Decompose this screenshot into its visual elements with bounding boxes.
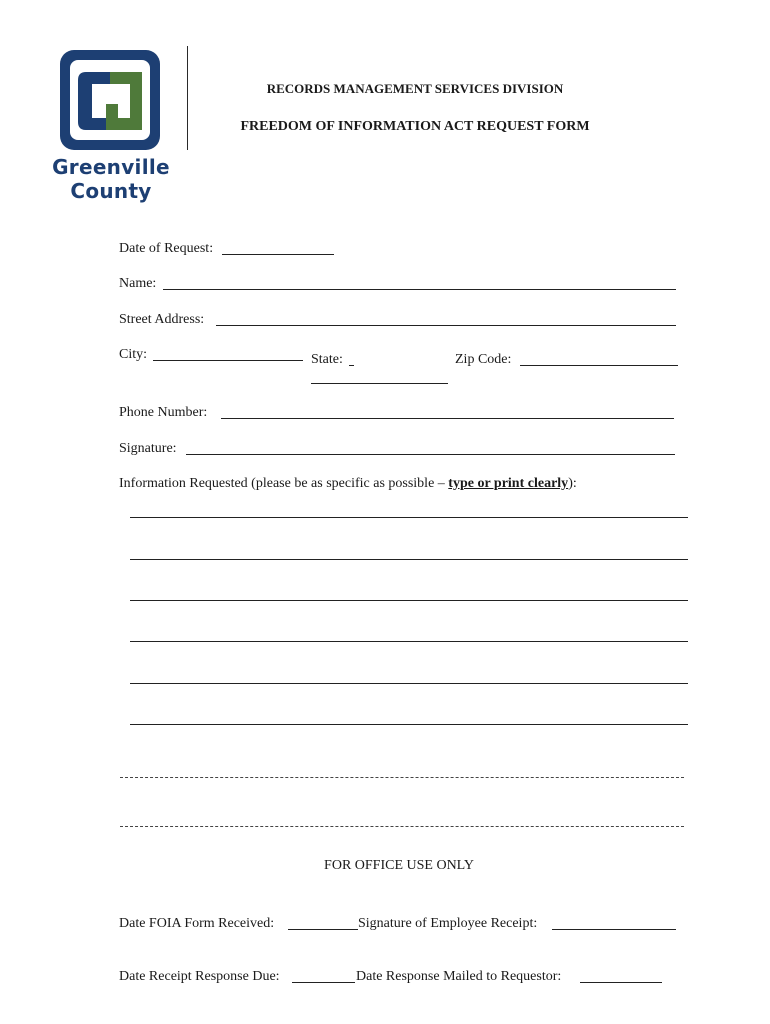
logo-line1: Greenville	[52, 155, 170, 179]
logo-divider	[187, 46, 188, 150]
state-label: State:	[311, 352, 343, 367]
city-label: City:	[119, 347, 148, 362]
info-emphasis: type or print clearly	[448, 476, 569, 491]
zip-code-label: Zip Code:	[455, 352, 512, 367]
info-prefix: Information Requested (please be as specific as possible –	[119, 476, 449, 491]
name-label: Name:	[119, 276, 157, 291]
info-line-5[interactable]	[130, 683, 688, 684]
name-field[interactable]	[163, 289, 676, 290]
office-use-heading: FOR OFFICE USE ONLY	[324, 858, 474, 873]
date-of-request-label: Date of Request:	[119, 241, 214, 256]
info-line-6[interactable]	[130, 724, 688, 725]
employee-signature-field[interactable]	[552, 929, 676, 930]
city-field[interactable]	[153, 360, 303, 361]
response-due-field[interactable]	[292, 982, 355, 983]
dashed-divider-1	[120, 777, 684, 778]
signature-field[interactable]	[186, 454, 675, 455]
signature-label: Signature:	[119, 441, 177, 456]
phone-number-label: Phone Number:	[119, 405, 208, 420]
state-field-stub	[349, 365, 354, 366]
response-mailed-field[interactable]	[580, 982, 662, 983]
gc-logo-mark-icon	[40, 46, 190, 161]
response-due-label: Date Receipt Response Due:	[119, 969, 280, 984]
dashed-divider-2	[120, 826, 684, 827]
date-form-received-field[interactable]	[288, 929, 358, 930]
info-line-3[interactable]	[130, 600, 688, 601]
date-of-request-field[interactable]	[222, 254, 334, 255]
response-mailed-label: Date Response Mailed to Requestor:	[356, 969, 562, 984]
street-address-label: Street Address:	[119, 312, 205, 327]
state-field[interactable]	[311, 383, 448, 384]
zip-code-field[interactable]	[520, 365, 678, 366]
info-line-4[interactable]	[130, 641, 688, 642]
info-line-2[interactable]	[130, 559, 688, 560]
division-heading: RECORDS MANAGEMENT SERVICES DIVISION	[266, 81, 564, 96]
information-requested-label	[119, 476, 577, 492]
date-form-received-label: Date FOIA Form Received:	[119, 916, 275, 931]
phone-number-field[interactable]	[221, 418, 674, 419]
info-line-1[interactable]	[130, 517, 688, 518]
employee-signature-label: Signature of Employee Receipt:	[358, 916, 538, 931]
logo-line2: County	[70, 179, 152, 203]
street-address-field[interactable]	[216, 325, 676, 326]
form-title: FREEDOM OF INFORMATION ACT REQUEST FORM	[240, 119, 590, 134]
info-suffix: ):	[568, 476, 577, 491]
